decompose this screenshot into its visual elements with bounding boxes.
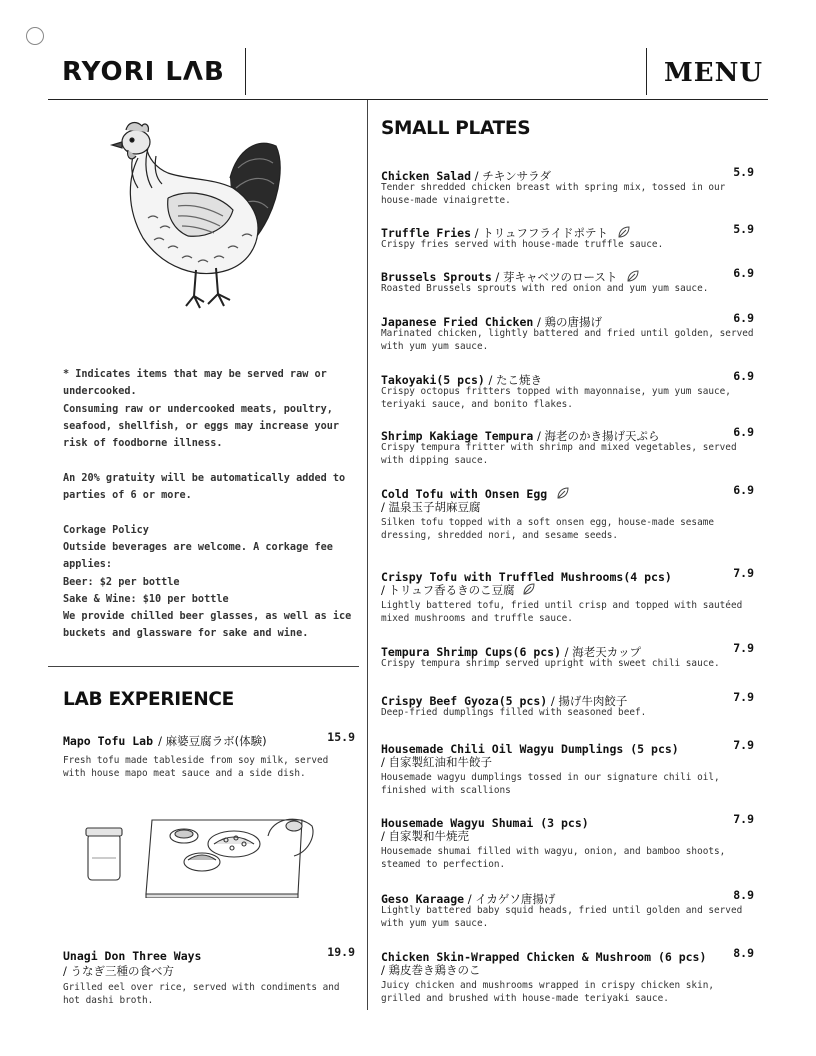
- brand-logo: RYORI LΛB: [62, 57, 225, 87]
- item-name: Chicken Salad: [381, 169, 472, 183]
- item-price: 8.9: [733, 946, 754, 960]
- menu-item: [381, 641, 754, 671]
- item-name-jp: / 海老のかき揚げ天ぷら: [533, 429, 660, 443]
- menu-item: [381, 369, 754, 411]
- item-name: Unagi Don Three Ways: [63, 949, 202, 963]
- section-divider: [48, 666, 359, 667]
- item-price: 7.9: [733, 566, 754, 580]
- item-price: 6.9: [733, 311, 754, 325]
- item-name-jp: / 麻婆豆腐ラボ(体験): [158, 734, 267, 748]
- item-price: 6.9: [733, 369, 754, 383]
- menu-item: [381, 266, 754, 296]
- header-divider-left: [245, 48, 246, 95]
- leaf-icon: [522, 583, 536, 596]
- item-name-jp: / イカゲソ唐揚げ: [464, 892, 556, 906]
- menu-item: [381, 738, 754, 797]
- circle-icon: [26, 27, 44, 45]
- item-name: Crispy Beef Gyoza(5 pcs): [381, 694, 548, 708]
- item-name-jp: / トリュフ香るきのこ豆腐: [381, 583, 515, 597]
- item-name: Japanese Fried Chicken: [381, 315, 534, 329]
- menu-item: [381, 946, 754, 1005]
- item-name-jp: / 温泉玉子胡麻豆腐: [381, 500, 481, 514]
- item-name: Brussels Sprouts: [381, 270, 492, 284]
- item-description: Crispy fries served with house-made truffle sauce.: [381, 239, 664, 250]
- item-description: Housemade wagyu dumplings tossed in our signature chili oil, finished with scallions: [381, 772, 720, 796]
- policy-notes: * Indicates items that may be served raw or undercooked. Consuming raw or undercooked meats, poultry, seafood, shellfish, or eggs may increase your risk of foodborne illness. An 20% gratuity will be automatically added to parties of 6 or more. Corkage Policy Outside beverages are welcome. A corkage fee applies: Beer: $2 per bottle Sake & Wine: $10 per bottle We provide chilled beer glasses, as well as ice buckets and glassware for sake and wine.: [63, 369, 352, 640]
- menu-item: [381, 222, 754, 252]
- header-divider-right: [646, 48, 647, 95]
- item-name: Mapo Tofu Lab: [63, 734, 154, 748]
- item-price: 19.9: [327, 945, 355, 959]
- item-price: 7.9: [733, 738, 754, 752]
- item-name: Housemade Wagyu Shumai (3 pcs): [381, 816, 589, 830]
- item-description: Lightly battered tofu, fried until crisp and topped with sautéed mixed mushrooms and truffle sauce.: [381, 600, 743, 624]
- menu-item: [381, 483, 754, 542]
- item-name: Takoyaki(5 pcs): [381, 373, 485, 387]
- item-name-jp: / うなぎ三種の食べ方: [63, 964, 175, 978]
- item-name: Shrimp Kakiage Tempura: [381, 429, 534, 443]
- menu-item: [381, 888, 754, 930]
- leaf-icon: [626, 270, 640, 283]
- item-name: Crispy Tofu with Truffled Mushrooms(4 pcs): [381, 570, 672, 584]
- item-price: 6.9: [733, 425, 754, 439]
- menu-item: [63, 945, 355, 1007]
- leaf-icon: [556, 487, 570, 500]
- menu-item: [63, 730, 355, 780]
- item-price: 7.9: [733, 690, 754, 704]
- item-name-jp-row: [381, 582, 754, 599]
- menu-item: [381, 812, 754, 871]
- item-price: 5.9: [733, 165, 754, 179]
- item-name-jp: / 海老天カップ: [561, 645, 642, 659]
- item-name: Housemade Chili Oil Wagyu Dumplings (5 pcs): [381, 742, 679, 756]
- item-description: Silken tofu topped with a soft onsen egg, house-made sesame dressing, shredded nori, and sesame seeds.: [381, 517, 715, 541]
- item-price: 7.9: [733, 812, 754, 826]
- item-name: Truffle Fries: [381, 226, 472, 240]
- menu-item: [381, 165, 754, 207]
- page-title: MENU: [664, 58, 764, 88]
- leaf-icon: [617, 226, 631, 239]
- section-title-lab-experience: LAB EXPERIENCE: [63, 689, 235, 710]
- item-name-jp: / 自家製紅油和牛餃子: [381, 755, 493, 769]
- item-price: 6.9: [733, 483, 754, 497]
- item-description: Roasted Brussels sprouts with red onion and yum yum sauce.: [381, 283, 709, 294]
- mapo-tofu-illustration: [84, 808, 324, 898]
- item-description: Fresh tofu made tableside from soy milk, served with house mapo meat sauce and a side dish.: [63, 755, 329, 779]
- item-name-jp: / 芽キャベツのロースト: [491, 270, 618, 284]
- item-description: Lightly battered baby squid heads, fried until golden and served with yum yum sauce.: [381, 905, 743, 929]
- item-name: Geso Karaage: [381, 892, 465, 906]
- menu-item: [381, 566, 754, 625]
- column-divider: [367, 100, 368, 1010]
- item-name-jp: / 鶏皮巻き鶏きのこ: [381, 963, 481, 977]
- item-description: Marinated chicken, lightly battered and fried until golden, served with yum yum sauce.: [381, 328, 754, 352]
- item-name-jp: / 鶏の唐揚げ: [533, 315, 603, 329]
- menu-item: [381, 425, 754, 467]
- item-description: Crispy octopus fritters topped with mayonnaise, yum yum sauce, teriyaki sauce, and bonito flakes.: [381, 386, 731, 410]
- item-description: Crispy tempura shrimp served upright with sweet chili sauce.: [381, 658, 720, 669]
- menu-item: [381, 311, 754, 353]
- item-description: Crispy tempura fritter with shrimp and mixed vegetables, served with dipping sauce.: [381, 442, 737, 466]
- item-name-jp: / チキンサラダ: [471, 169, 551, 183]
- item-price: 8.9: [733, 888, 754, 902]
- item-price: 5.9: [733, 222, 754, 236]
- item-description: Deep-fried dumplings filled with seasoned beef.: [381, 707, 647, 718]
- item-price: 15.9: [327, 730, 355, 744]
- item-name: Cold Tofu with Onsen Egg: [381, 487, 548, 501]
- item-name: Chicken Skin-Wrapped Chicken & Mushroom (6 pcs): [381, 950, 707, 964]
- item-name-jp: / 揚げ牛肉餃子: [547, 694, 628, 708]
- item-name-jp: / たこ焼き: [484, 373, 543, 387]
- item-price: 6.9: [733, 266, 754, 280]
- header-rule: [48, 99, 768, 100]
- item-description: Housemade shumai filled with wagyu, onion, and bamboo shoots, steamed to perfection.: [381, 846, 726, 870]
- item-description: Grilled eel over rice, served with condiments and hot dashi broth.: [63, 982, 340, 1006]
- chicken-illustration: [108, 118, 284, 316]
- item-description: Juicy chicken and mushrooms wrapped in crispy chicken skin, grilled and brushed with house-made teriyaki sauce.: [381, 980, 715, 1004]
- menu-item: [381, 690, 754, 720]
- item-description: Tender shredded chicken breast with spring mix, tossed in our house-made vinaigrette.: [381, 182, 726, 206]
- item-name-jp: / トリュフフライドポテト: [471, 226, 609, 240]
- item-name-jp: / 自家製和牛焼売: [381, 829, 470, 843]
- section-title-small-plates: SMALL PLATES: [381, 118, 531, 139]
- item-price: 7.9: [733, 641, 754, 655]
- item-name: Tempura Shrimp Cups(6 pcs): [381, 645, 562, 659]
